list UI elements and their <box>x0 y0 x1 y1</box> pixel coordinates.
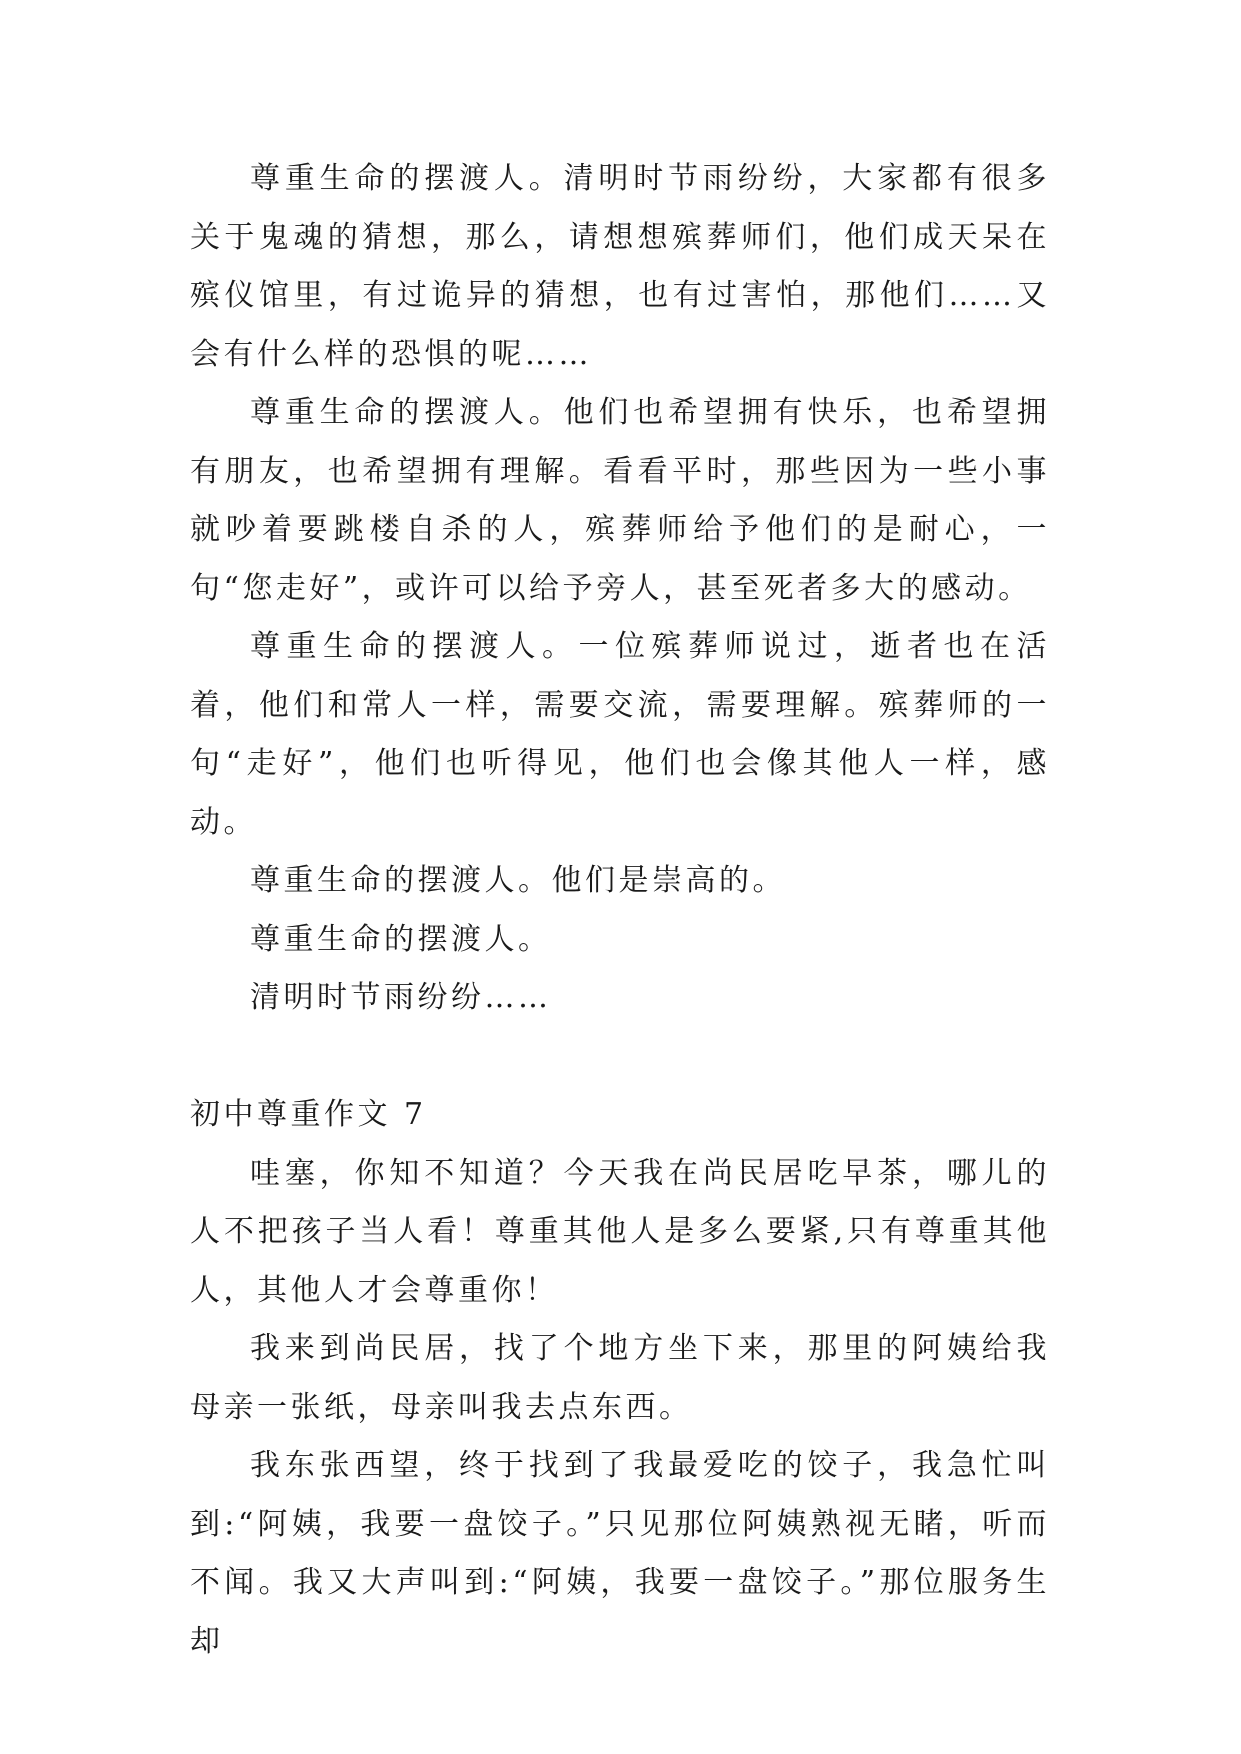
document-body <box>190 150 1050 1671</box>
paragraph: 清明时节雨纷纷…… <box>250 980 552 1015</box>
section-spacer <box>190 1028 1050 1087</box>
paragraph: 尊重生命的摆渡人。一位殡葬师说过，逝者也在活着，他们和常人一样，需要交流，需要理解。殡葬师的一句“走好”，他们也听得见，他们也会像其他人一样，感动。 <box>190 629 1050 840</box>
paragraph: 我来到尚民居，找了个地方坐下来，那里的阿姨给我母亲一张纸，母亲叫我去点东西。 <box>190 1331 1050 1425</box>
paragraph: 尊重生命的摆渡人。清明时节雨纷纷，大家都有很多关于鬼魂的猜想，那么，请想想殡葬师们，他们成天呆在殡仪馆里，有过诡异的猜想，也有过害怕，那他们……又会有什么样的恐惧的呢…… <box>190 161 1050 372</box>
paragraph: 我东张西望，终于找到了我最爱吃的饺子，我急忙叫到:“阿姨，我要一盘饺子。”只见那位阿姨熟视无睹，听而不闻。我又大声叫到:“阿姨，我要一盘饺子。”那位服务生却 <box>190 1448 1050 1659</box>
paragraph: 尊重生命的摆渡人。他们是崇高的。 <box>250 863 786 898</box>
section-title: 初中尊重作文 7 <box>190 1097 427 1132</box>
paragraph: 哇塞，你知不知道？今天我在尚民居吃早茶，哪儿的人不把孩子当人看！尊重其他人是多么要紧,只有尊重其他人，其他人才会尊重你！ <box>190 1155 1050 1308</box>
paragraph: 尊重生命的摆渡人。他们也希望拥有快乐，也希望拥有朋友，也希望拥有理解。看看平时，那些因为一些小事就吵着要跳楼自杀的人，殡葬师给予他们的是耐心，一句“您走好”，或许可以给予旁人，甚至死者多大的感动。 <box>190 395 1050 606</box>
paragraph: 尊重生命的摆渡人。 <box>250 921 552 957</box>
